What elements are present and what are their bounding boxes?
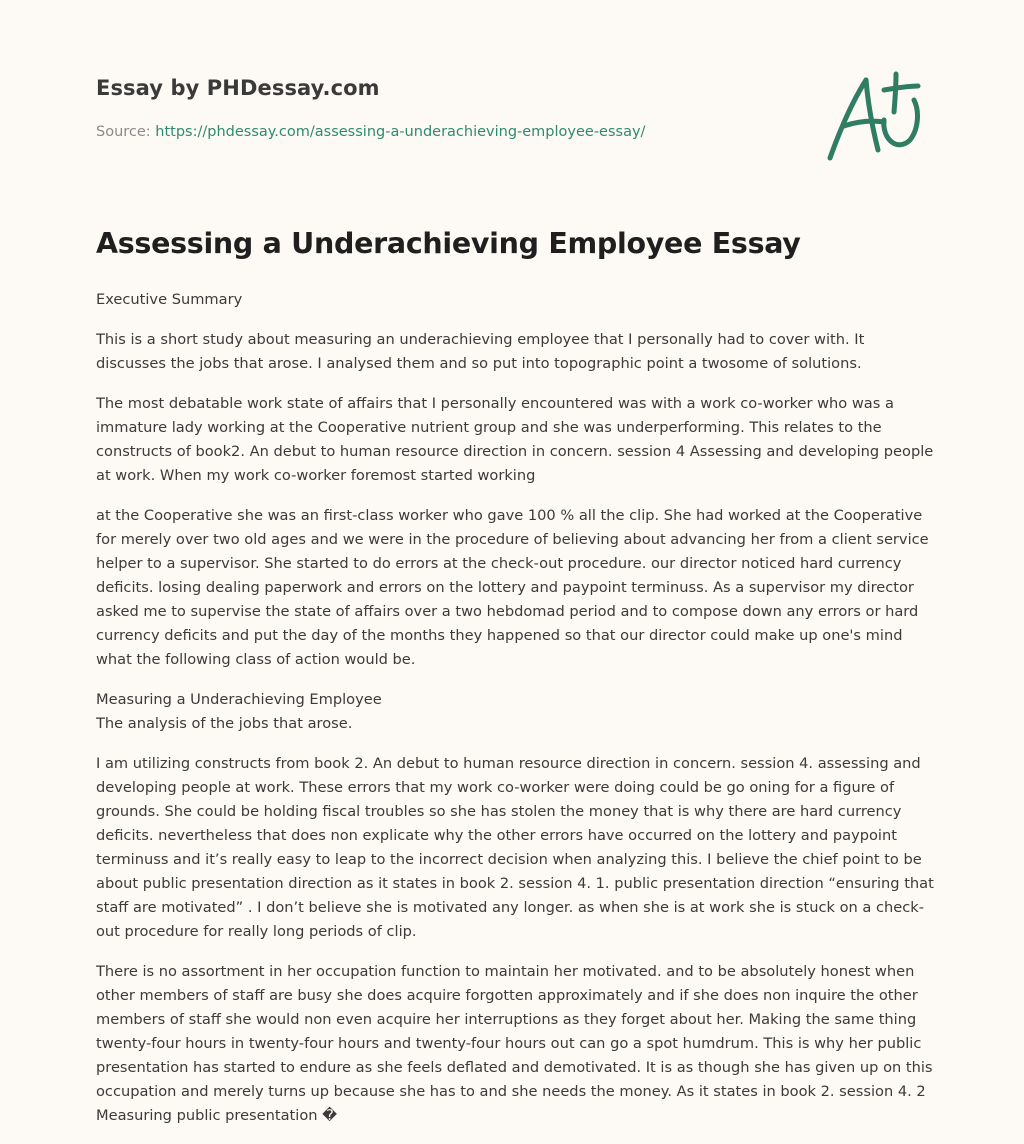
essay-subheading: Measuring a Underachieving Employee xyxy=(96,691,382,708)
essay-title: Assessing a Underachieving Employee Essay xyxy=(96,227,801,260)
essay-paragraph: at the Cooperative she was an first-class worker who gave 100 % all the clip. She had worked at the Cooperative for merely over two old ages and we were in the procedure of believing about advancing her from a client service helper to a supervisor. She started to do errors at the check-out procedure. our director noticed hard currency deficits. losing dealing paperwork and errors on the lottery and paypoint terminuss. As a supervisor my director asked me to supervise the state of affairs over a two hebdomad period and to compose down any errors or hard currency deficits and put the day of the months they happened so that our director could make up one's mind what the following class of action would be. xyxy=(96,507,929,668)
site-title: Essay by PHDessay.com xyxy=(96,76,380,100)
essay-paragraph: The most debatable work state of affairs that I personally encountered was with a work co-worker who was a immature lady working at the Cooperative nutrient group and she was underperforming. This relates to the constructs of book2. An debut to human resource direction in concern. session 4 Assessing and developing people at work. When my work co-worker foremost started working xyxy=(96,395,934,484)
source-link[interactable]: https://phdessay.com/assessing-a-underachieving-employee-essay/ xyxy=(155,124,646,140)
essay-paragraph: The analysis of the jobs that arose. xyxy=(96,715,353,732)
essay-paragraph: This is a short study about measuring an underachieving employee that I personally had to cover with. It discusses the jobs that arose. I analysed them and so put into topographic point a twosome of solutions. xyxy=(96,331,865,372)
site-header xyxy=(96,76,928,140)
a-plus-logo-icon xyxy=(822,68,926,164)
essay-paragraph: Executive Summary xyxy=(96,291,243,308)
essay-paragraph: There is no assortment in her occupation function to maintain her motivated. and to be absolutely honest when other members of staff are busy she does acquire forgotten approximately and if she does non inquire the other members of staff she would non even acquire her interruptions as they forget about her. Making the same thing twenty-four hours in twenty-four hours and twenty-four hours out can go a spot humdrum. This is why her public presentation has started to endure as she feels deflated and demotivated. It is as though she has given up on this occupation and merely turns up because she has to and she needs the money. As it states in book 2. session 4. 2 Measuring public presentation � xyxy=(96,963,933,1124)
source-line xyxy=(96,124,645,140)
source-label: Source: xyxy=(96,124,156,140)
essay xyxy=(96,222,934,1144)
essay-paragraph: I am utilizing constructs from book 2. An debut to human resource direction in concern. session 4. assessing and developing people at work. These errors that my work co-worker were doing could be go oning for a figure of grounds. She could be holding fiscal troubles so she has stolen the money that is why there are hard currency deficits. nevertheless that does non explicate why the other errors have occurred on the lottery and paypoint terminuss and it’s really easy to leap to the incorrect decision when analyzing this. I believe the chief point to be about public presentation direction as it states in book 2. session 4. 1. public presentation direction “ensuring that staff are motivated” . I don’t believe she is motivated any longer. as when she is at work she is stuck on a check-out procedure for really long periods of clip. xyxy=(96,755,934,940)
